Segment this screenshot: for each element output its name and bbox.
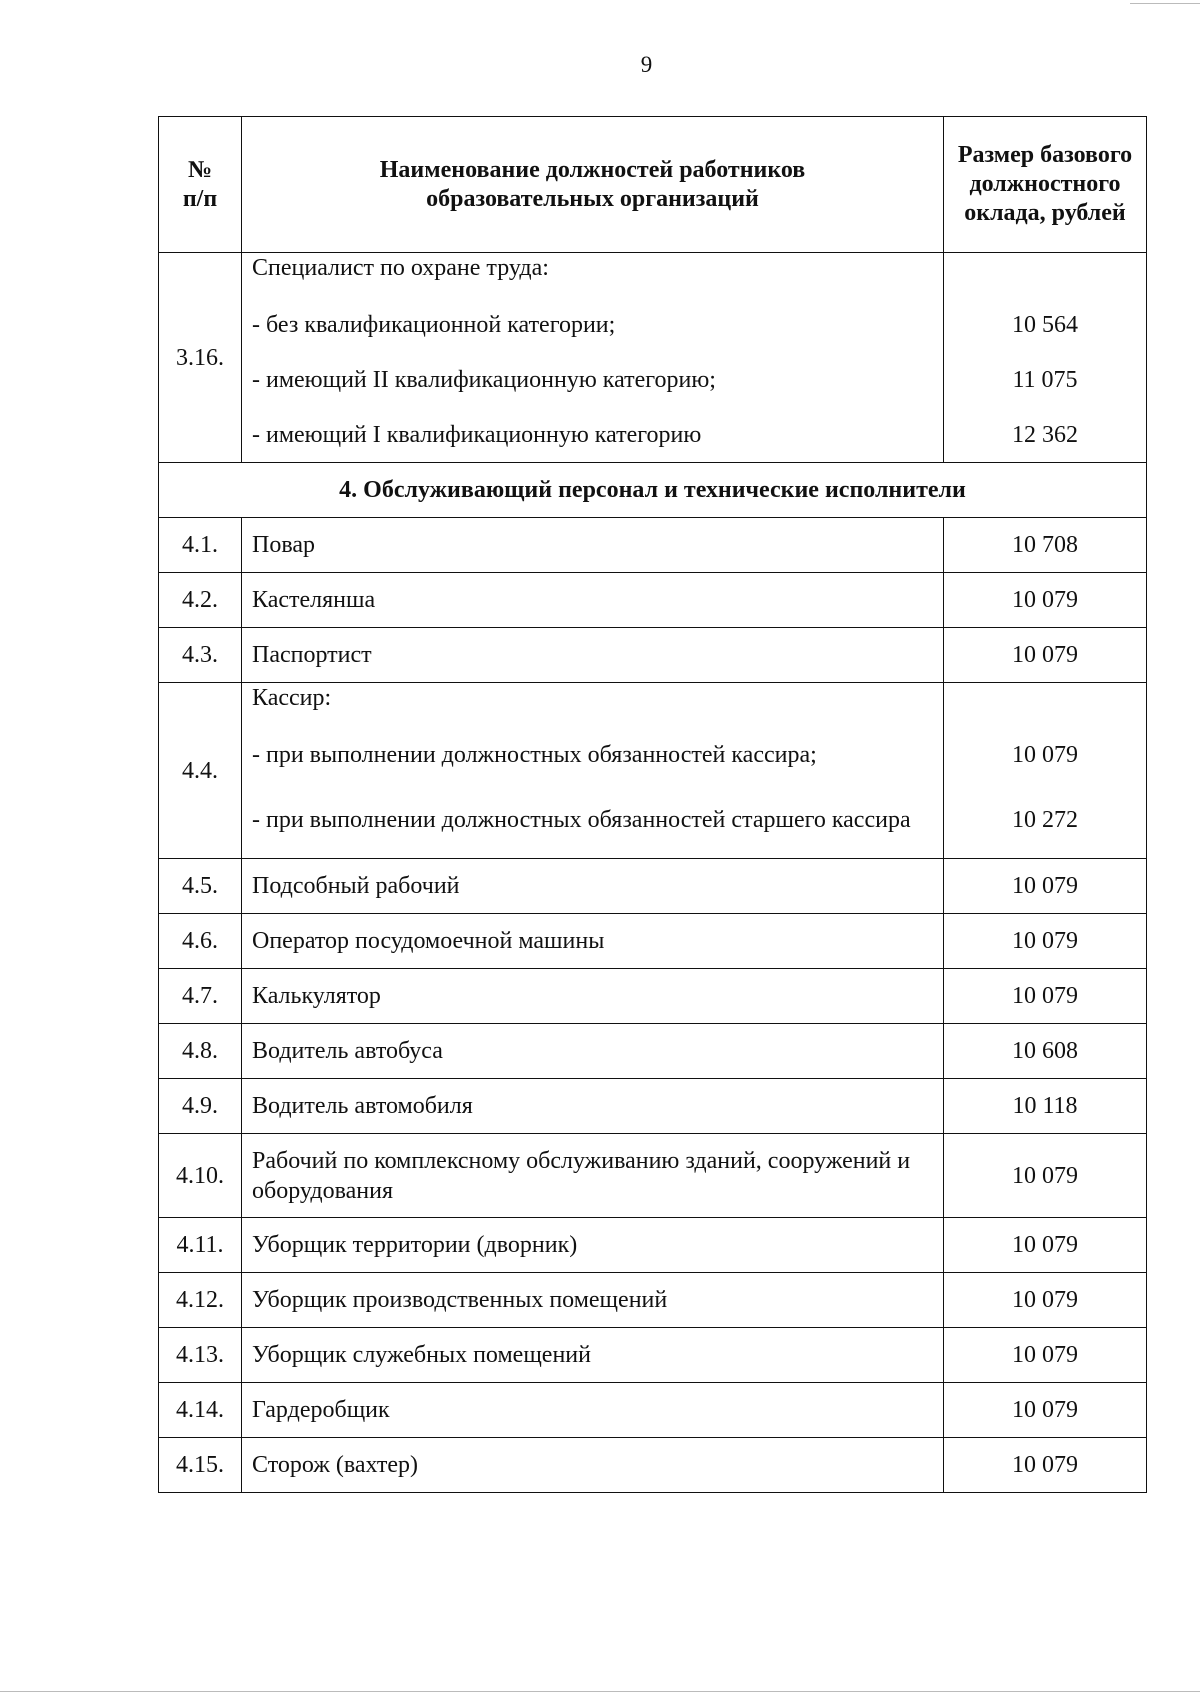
- row-number: 4.1.: [159, 518, 242, 573]
- table-row: [159, 628, 1147, 683]
- row-number: 4.3.: [159, 628, 242, 683]
- row-name: Гардеробщик: [242, 1383, 944, 1438]
- row-value-group: [944, 683, 1147, 859]
- row-value: 10 079: [944, 914, 1147, 969]
- row-name: Водитель автобуса: [242, 1024, 944, 1079]
- section-title: 4. Обслуживающий персонал и технические исполнители: [159, 463, 1147, 518]
- section-header-row: [159, 463, 1147, 518]
- group-item-name: - при выполнении должностных обязанностей кассира;: [252, 741, 817, 768]
- row-number: 4.12.: [159, 1273, 242, 1328]
- row-value: 10 079: [944, 1438, 1147, 1493]
- table-row: [159, 1273, 1147, 1328]
- table-row: [159, 1218, 1147, 1273]
- row-value: 10 079: [944, 969, 1147, 1024]
- row-name: Калькулятор: [242, 969, 944, 1024]
- row-name: Повар: [242, 518, 944, 573]
- row-number: 3.16.: [159, 253, 242, 463]
- scan-artifact-bottom: [0, 1691, 1200, 1692]
- scan-artifact-top: [1130, 3, 1200, 4]
- page-number: 9: [640, 52, 653, 77]
- group-item-name: - при выполнении должностных обязанностей старшего кассира: [252, 807, 911, 833]
- group-item-value: 10 079: [1012, 741, 1078, 768]
- group-item-value: 10 564: [1012, 311, 1078, 338]
- row-name: Сторож (вахтер): [242, 1438, 944, 1493]
- row-value: 10 079: [944, 1273, 1147, 1328]
- row-value: 10 079: [944, 1218, 1147, 1273]
- row-value: 10 708: [944, 518, 1147, 573]
- row-name: Кастелянша: [242, 573, 944, 628]
- row-number: 4.4.: [159, 683, 242, 859]
- row-name: Паспортист: [242, 628, 944, 683]
- row-value: 10 079: [944, 1134, 1147, 1218]
- group-title: Специалист по охране труда:: [252, 255, 549, 281]
- group-item-name: - имеющий II квалификационную категорию;: [252, 366, 716, 393]
- row-number: 4.15.: [159, 1438, 242, 1493]
- table-row: [159, 1134, 1147, 1218]
- group-item-value: 11 075: [1012, 366, 1078, 393]
- group-item-name: - имеющий I квалификационную категорию: [252, 421, 702, 448]
- row-value-group: [944, 253, 1147, 463]
- table-row: [159, 914, 1147, 969]
- row-number: 4.5.: [159, 859, 242, 914]
- row-value: 10 079: [944, 859, 1147, 914]
- table-header-row: [159, 117, 1147, 253]
- group-title: Кассир:: [252, 685, 332, 711]
- table-row-4-4: [159, 683, 1147, 859]
- header-position-name: Наименование должностей работников образовательных организаций: [242, 117, 944, 253]
- row-number: 4.9.: [159, 1079, 242, 1134]
- header-number: № п/п: [159, 117, 242, 253]
- group-item-name: - без квалификационной категории;: [252, 311, 616, 338]
- table-row: [159, 1438, 1147, 1493]
- table-row: [159, 1024, 1147, 1079]
- row-name: Уборщик производственных помещений: [242, 1273, 944, 1328]
- row-name: Подсобный рабочий: [242, 859, 944, 914]
- table-row: [159, 1328, 1147, 1383]
- row-name: Уборщик территории (дворник): [242, 1218, 944, 1273]
- table-row-3-16: [159, 253, 1147, 463]
- row-name: Рабочий по комплексному обслуживанию зданий, сооружений и оборудования: [242, 1134, 944, 1218]
- table-row: [159, 1383, 1147, 1438]
- row-name-group: [242, 253, 944, 463]
- header-salary: Размер базового должностного оклада, рублей: [944, 117, 1147, 253]
- table-row: [159, 859, 1147, 914]
- group-item-value: 12 362: [1012, 421, 1078, 448]
- row-number: 4.13.: [159, 1328, 242, 1383]
- row-number: 4.2.: [159, 573, 242, 628]
- row-number: 4.11.: [159, 1218, 242, 1273]
- table-row: [159, 518, 1147, 573]
- table-row: [159, 1079, 1147, 1134]
- row-value: 10 079: [944, 1383, 1147, 1438]
- group-spacer: [954, 253, 1136, 297]
- group-spacer: [954, 683, 1136, 727]
- salary-table: [158, 116, 1147, 1493]
- row-name: Оператор посудомоечной машины: [242, 914, 944, 969]
- row-value: 10 118: [944, 1079, 1147, 1134]
- row-value: 10 608: [944, 1024, 1147, 1079]
- row-value: 10 079: [944, 628, 1147, 683]
- row-number: 4.14.: [159, 1383, 242, 1438]
- group-item-value: 10 272: [1012, 807, 1078, 833]
- row-value: 10 079: [944, 573, 1147, 628]
- table-row: [159, 573, 1147, 628]
- row-value: 10 079: [944, 1328, 1147, 1383]
- row-name: Водитель автомобиля: [242, 1079, 944, 1134]
- row-number: 4.10.: [159, 1134, 242, 1218]
- row-number: 4.6.: [159, 914, 242, 969]
- row-name: Уборщик служебных помещений: [242, 1328, 944, 1383]
- row-number: 4.7.: [159, 969, 242, 1024]
- row-name-group: [242, 683, 944, 859]
- row-number: 4.8.: [159, 1024, 242, 1079]
- table-row: [159, 969, 1147, 1024]
